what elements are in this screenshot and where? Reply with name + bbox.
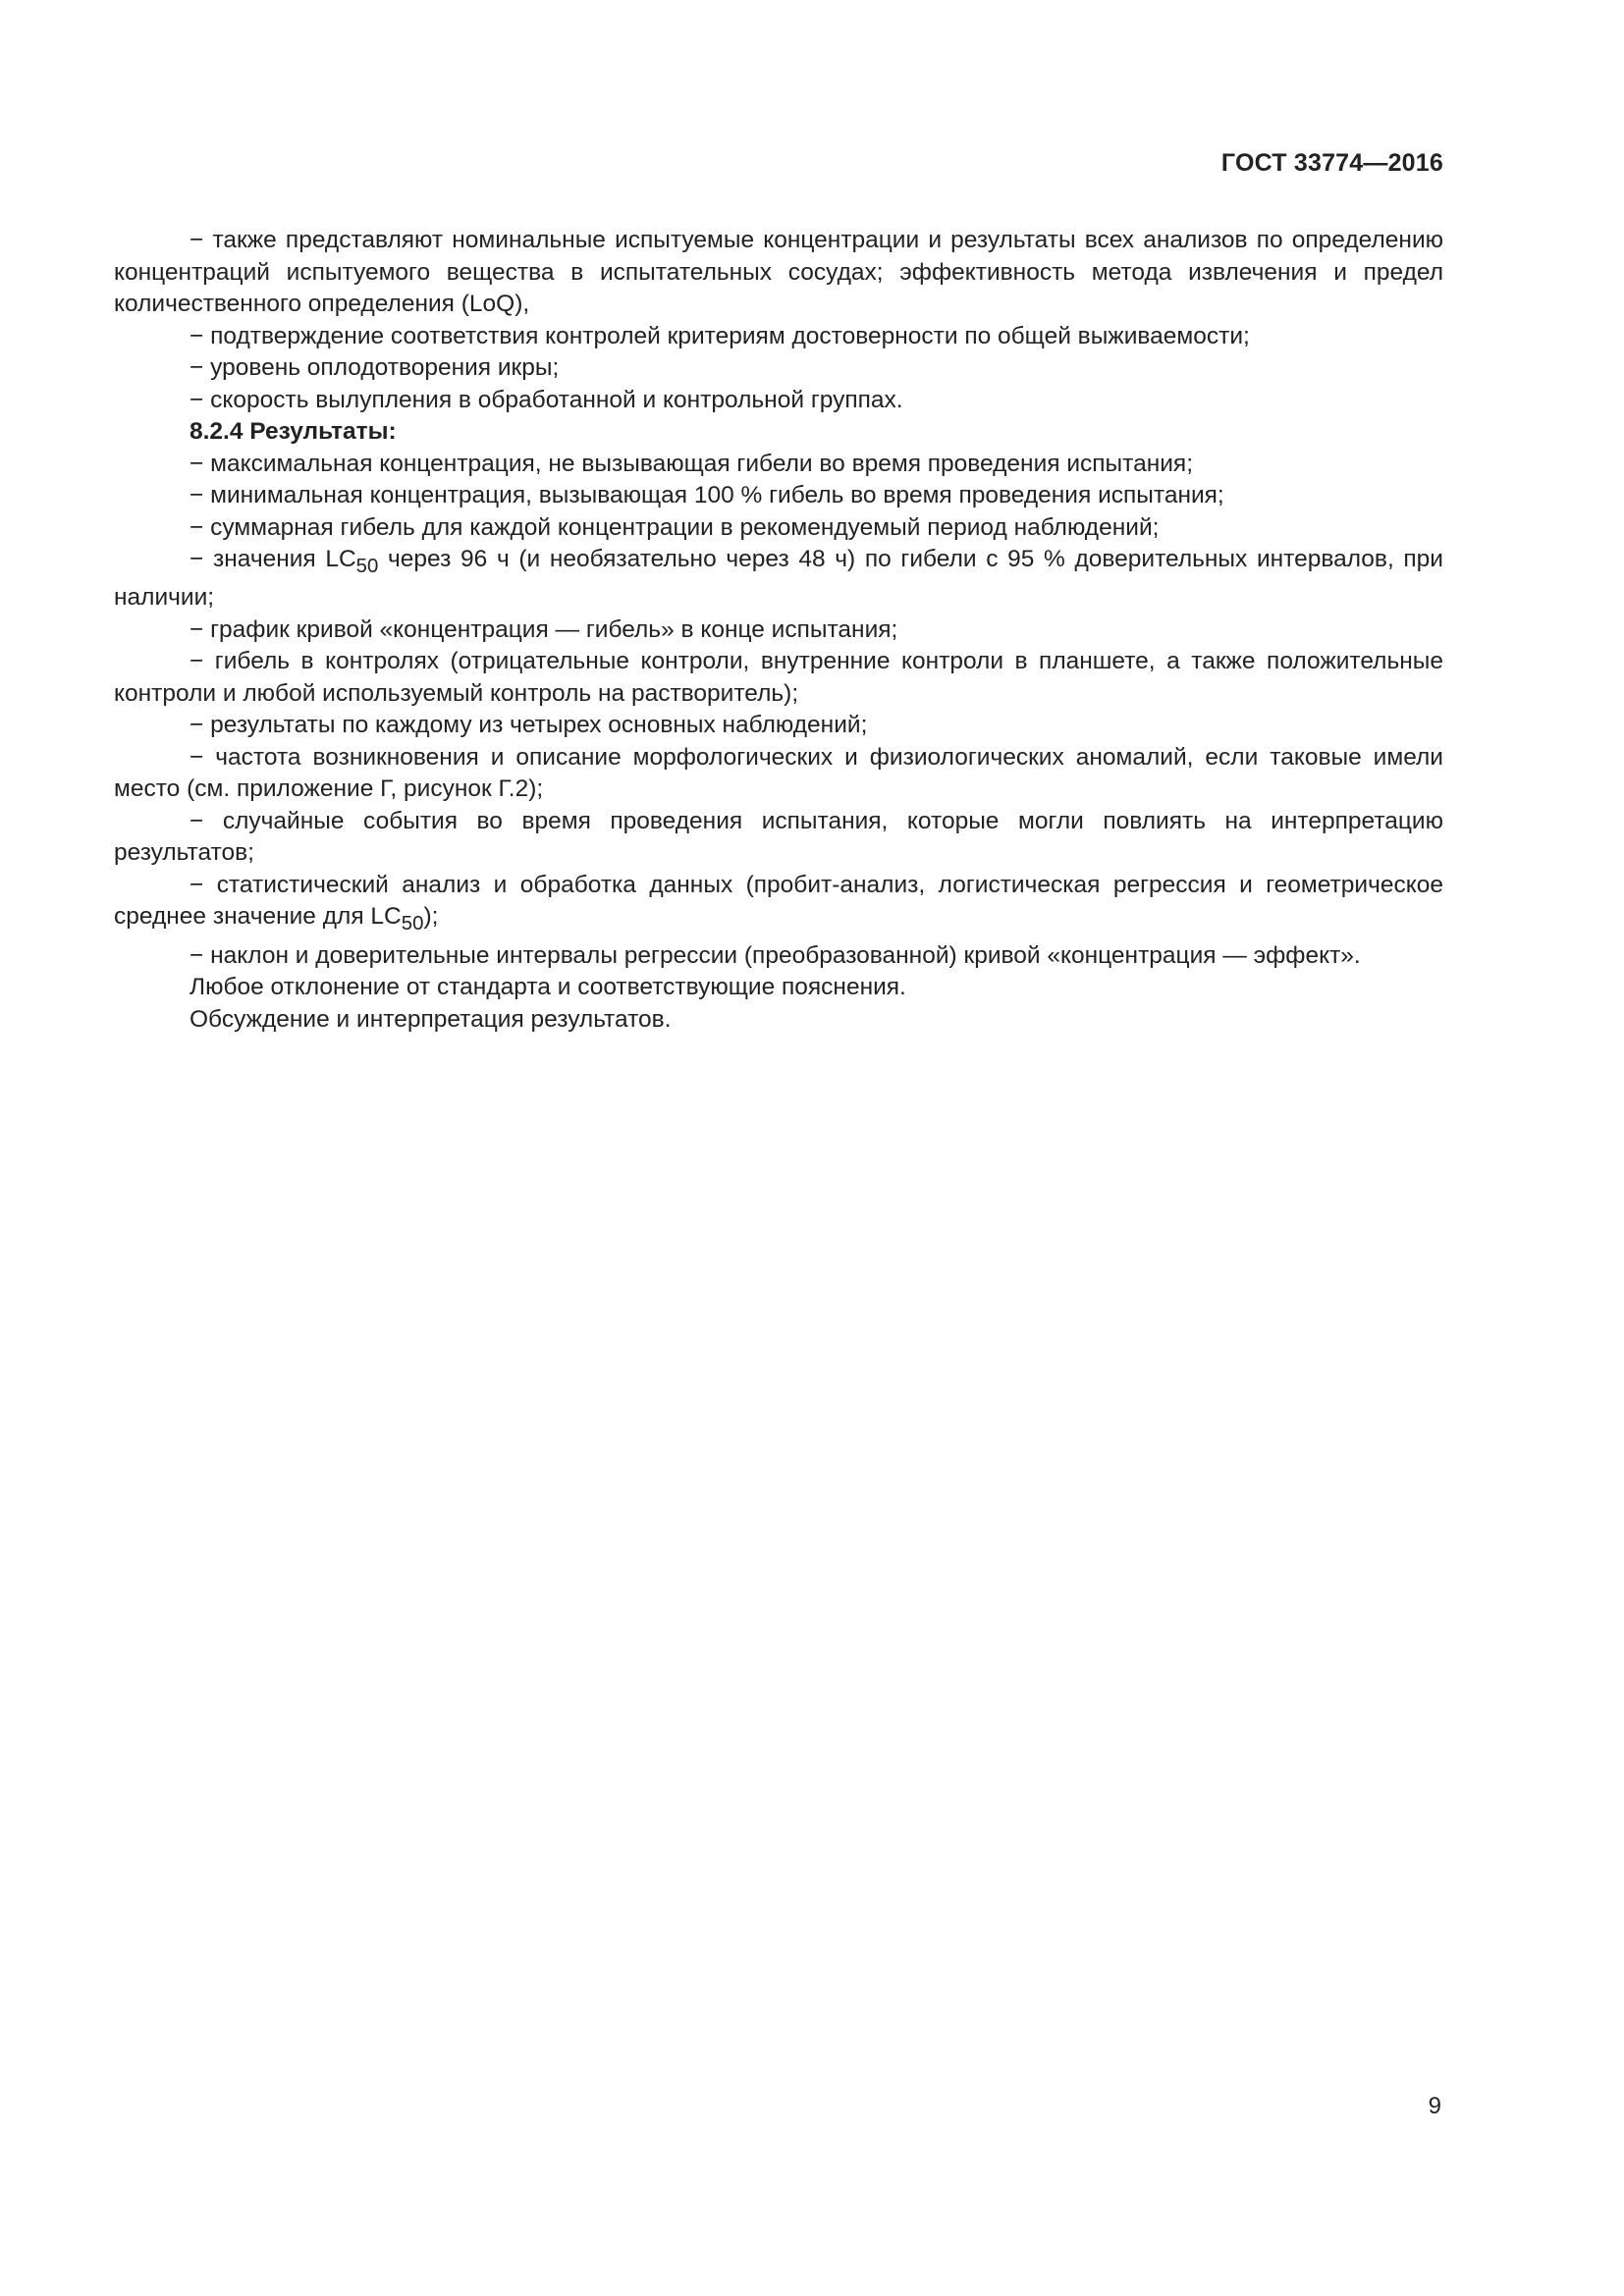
paragraph-control-mortality: − гибель в контролях (отрицательные контроли, внутренние контроли в планшете, а также положительные контроли и любой используемый контроль на растворитель); <box>114 648 1443 707</box>
paragraph-max-concentration: − максимальная концентрация, не вызывающая гибели во время проведения испытания; <box>189 450 1194 477</box>
document-code: ГОСТ 33774—2016 <box>1220 149 1443 177</box>
page-body <box>114 225 1443 1036</box>
paragraph-nominal-concentrations: − также представляют номинальные испытуемые концентрации и результаты всех анализов по определению концентраций испытуемого вещества в испытательных сосудах; эффективность метода извлечения и предел количественного определения (LoQ), <box>114 227 1443 317</box>
lc50-subscript: 50 <box>355 555 379 577</box>
paragraph-hatching-rate: − скорость вылупления в обработанной и контрольной группах. <box>189 386 903 413</box>
statistics-text-after: ); <box>423 903 439 931</box>
paragraph-lc50-values <box>114 544 1443 614</box>
statistics-text-before: − статистический анализ и обработка данных (пробит-анализ, логистическая регрессия и геометрическое среднее значение для LC <box>114 871 1443 931</box>
paragraph-four-observations: − результаты по каждому из четырех основных наблюдений; <box>189 712 868 739</box>
paragraph-discussion: Обсуждение и интерпретация результатов. <box>189 1005 672 1033</box>
paragraph-incidental-events: − случайные события во время проведения испытания, которые могли повлиять на интерпретацию результатов; <box>114 807 1443 867</box>
lc50-text-after: через 96 ч (и необязательно через 48 ч) по гибели с 95 % доверительных интервалов, при наличии; <box>114 546 1443 612</box>
page-number: 9 <box>1428 2093 1441 2119</box>
lc50-text-before: − значения LC <box>189 546 356 572</box>
paragraph-min-concentration: − минимальная концентрация, вызывающая 100 % гибель во время проведения испытания; <box>189 482 1224 508</box>
paragraph-cumulative-mortality: − суммарная гибель для каждой концентрации в рекомендуемый период наблюдений; <box>189 513 1160 541</box>
paragraph-curve-plot: − график кривой «концентрация — гибель» в конце испытания; <box>189 615 898 643</box>
paragraph-regression-slope: − наклон и доверительные интервалы регрессии (преобразованной) кривой «концентрация — эффект». <box>189 941 1361 969</box>
paragraph-fertilization-rate: − уровень оплодотворения икры; <box>189 354 560 381</box>
paragraph-control-validity: − подтверждение соответствия контролей критериям достоверности по общей выживаемости; <box>189 322 1250 349</box>
statistics-subscript: 50 <box>401 913 424 935</box>
paragraph-anomalies: − частота возникновения и описание морфологических и физиологических аномалий, если таковые имели место (см. приложение Г, рисунок Г.2); <box>114 743 1443 803</box>
paragraph-deviations: Любое отклонение от стандарта и соответствующие пояснения. <box>189 974 906 1001</box>
paragraph-statistical-analysis <box>114 870 1443 940</box>
section-heading: 8.2.4 Результаты: <box>189 418 397 445</box>
